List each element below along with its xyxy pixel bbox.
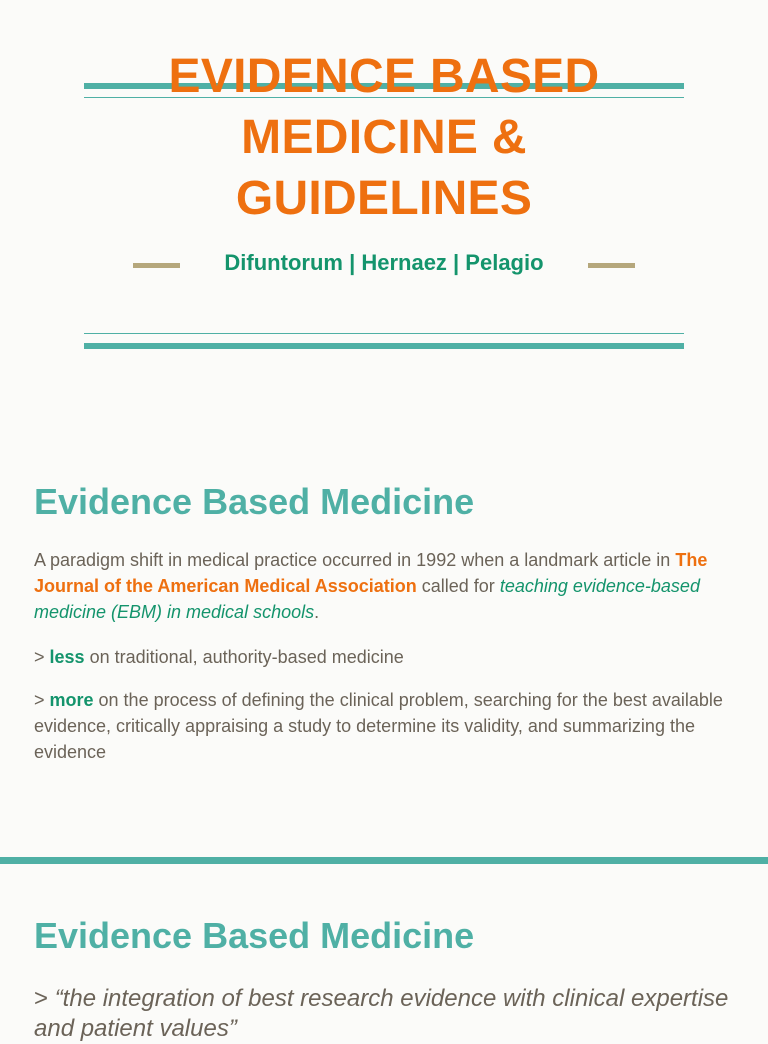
ebm-quote-slide [0,864,768,1042]
paragraph-mid: called for [416,576,500,596]
bottom-thick-rule [84,343,684,349]
journal-name: The Journal of the American Medical Association [34,550,708,596]
presentation-title [84,46,684,229]
paragraph-intro: A paradigm shift in medical practice occurred in 1992 when a landmark article in [34,550,676,570]
slide-heading: Evidence Based Medicine [34,915,475,956]
paradigm-shift-paragraph [34,547,740,625]
bullet-less [34,644,740,670]
bullet-text: on traditional, authority-based medicine [84,647,404,667]
bullet-prefix: > [34,647,50,667]
right-dash-ornament [588,263,635,268]
title-slide [0,0,768,400]
paragraph-end: . [314,602,320,622]
ebm-quote [34,984,740,1044]
slide-divider [0,857,768,864]
title-line-2: MEDICINE & [241,111,527,164]
quote-text: “the integration of best research evidence with clinical expertise and patient values” [34,985,729,1042]
bullet-text: on the process of defining the clinical problem, searching for the best available evidence, critically appraising a study to determine its validity, and summarizing the evidence [34,690,723,762]
bottom-thin-rule [84,333,684,334]
title-line-1: EVIDENCE BASED [168,50,600,103]
bullet-keyword-more: more [49,690,94,710]
authors-line: Difuntorum | Hernaez | Pelagio [224,250,544,275]
ebm-definition-slide [0,400,768,857]
bullet-more [34,687,740,765]
left-dash-ornament [133,263,180,268]
bullet-prefix: > [34,690,50,710]
slide-heading: Evidence Based Medicine [34,481,475,522]
bullet-keyword-less: less [49,647,85,667]
title-line-3: GUIDELINES [235,172,533,225]
ebm-emphasis: teaching evidence-based medicine (EBM) in medical schools [34,576,700,622]
quote-prefix: > [34,985,55,1012]
